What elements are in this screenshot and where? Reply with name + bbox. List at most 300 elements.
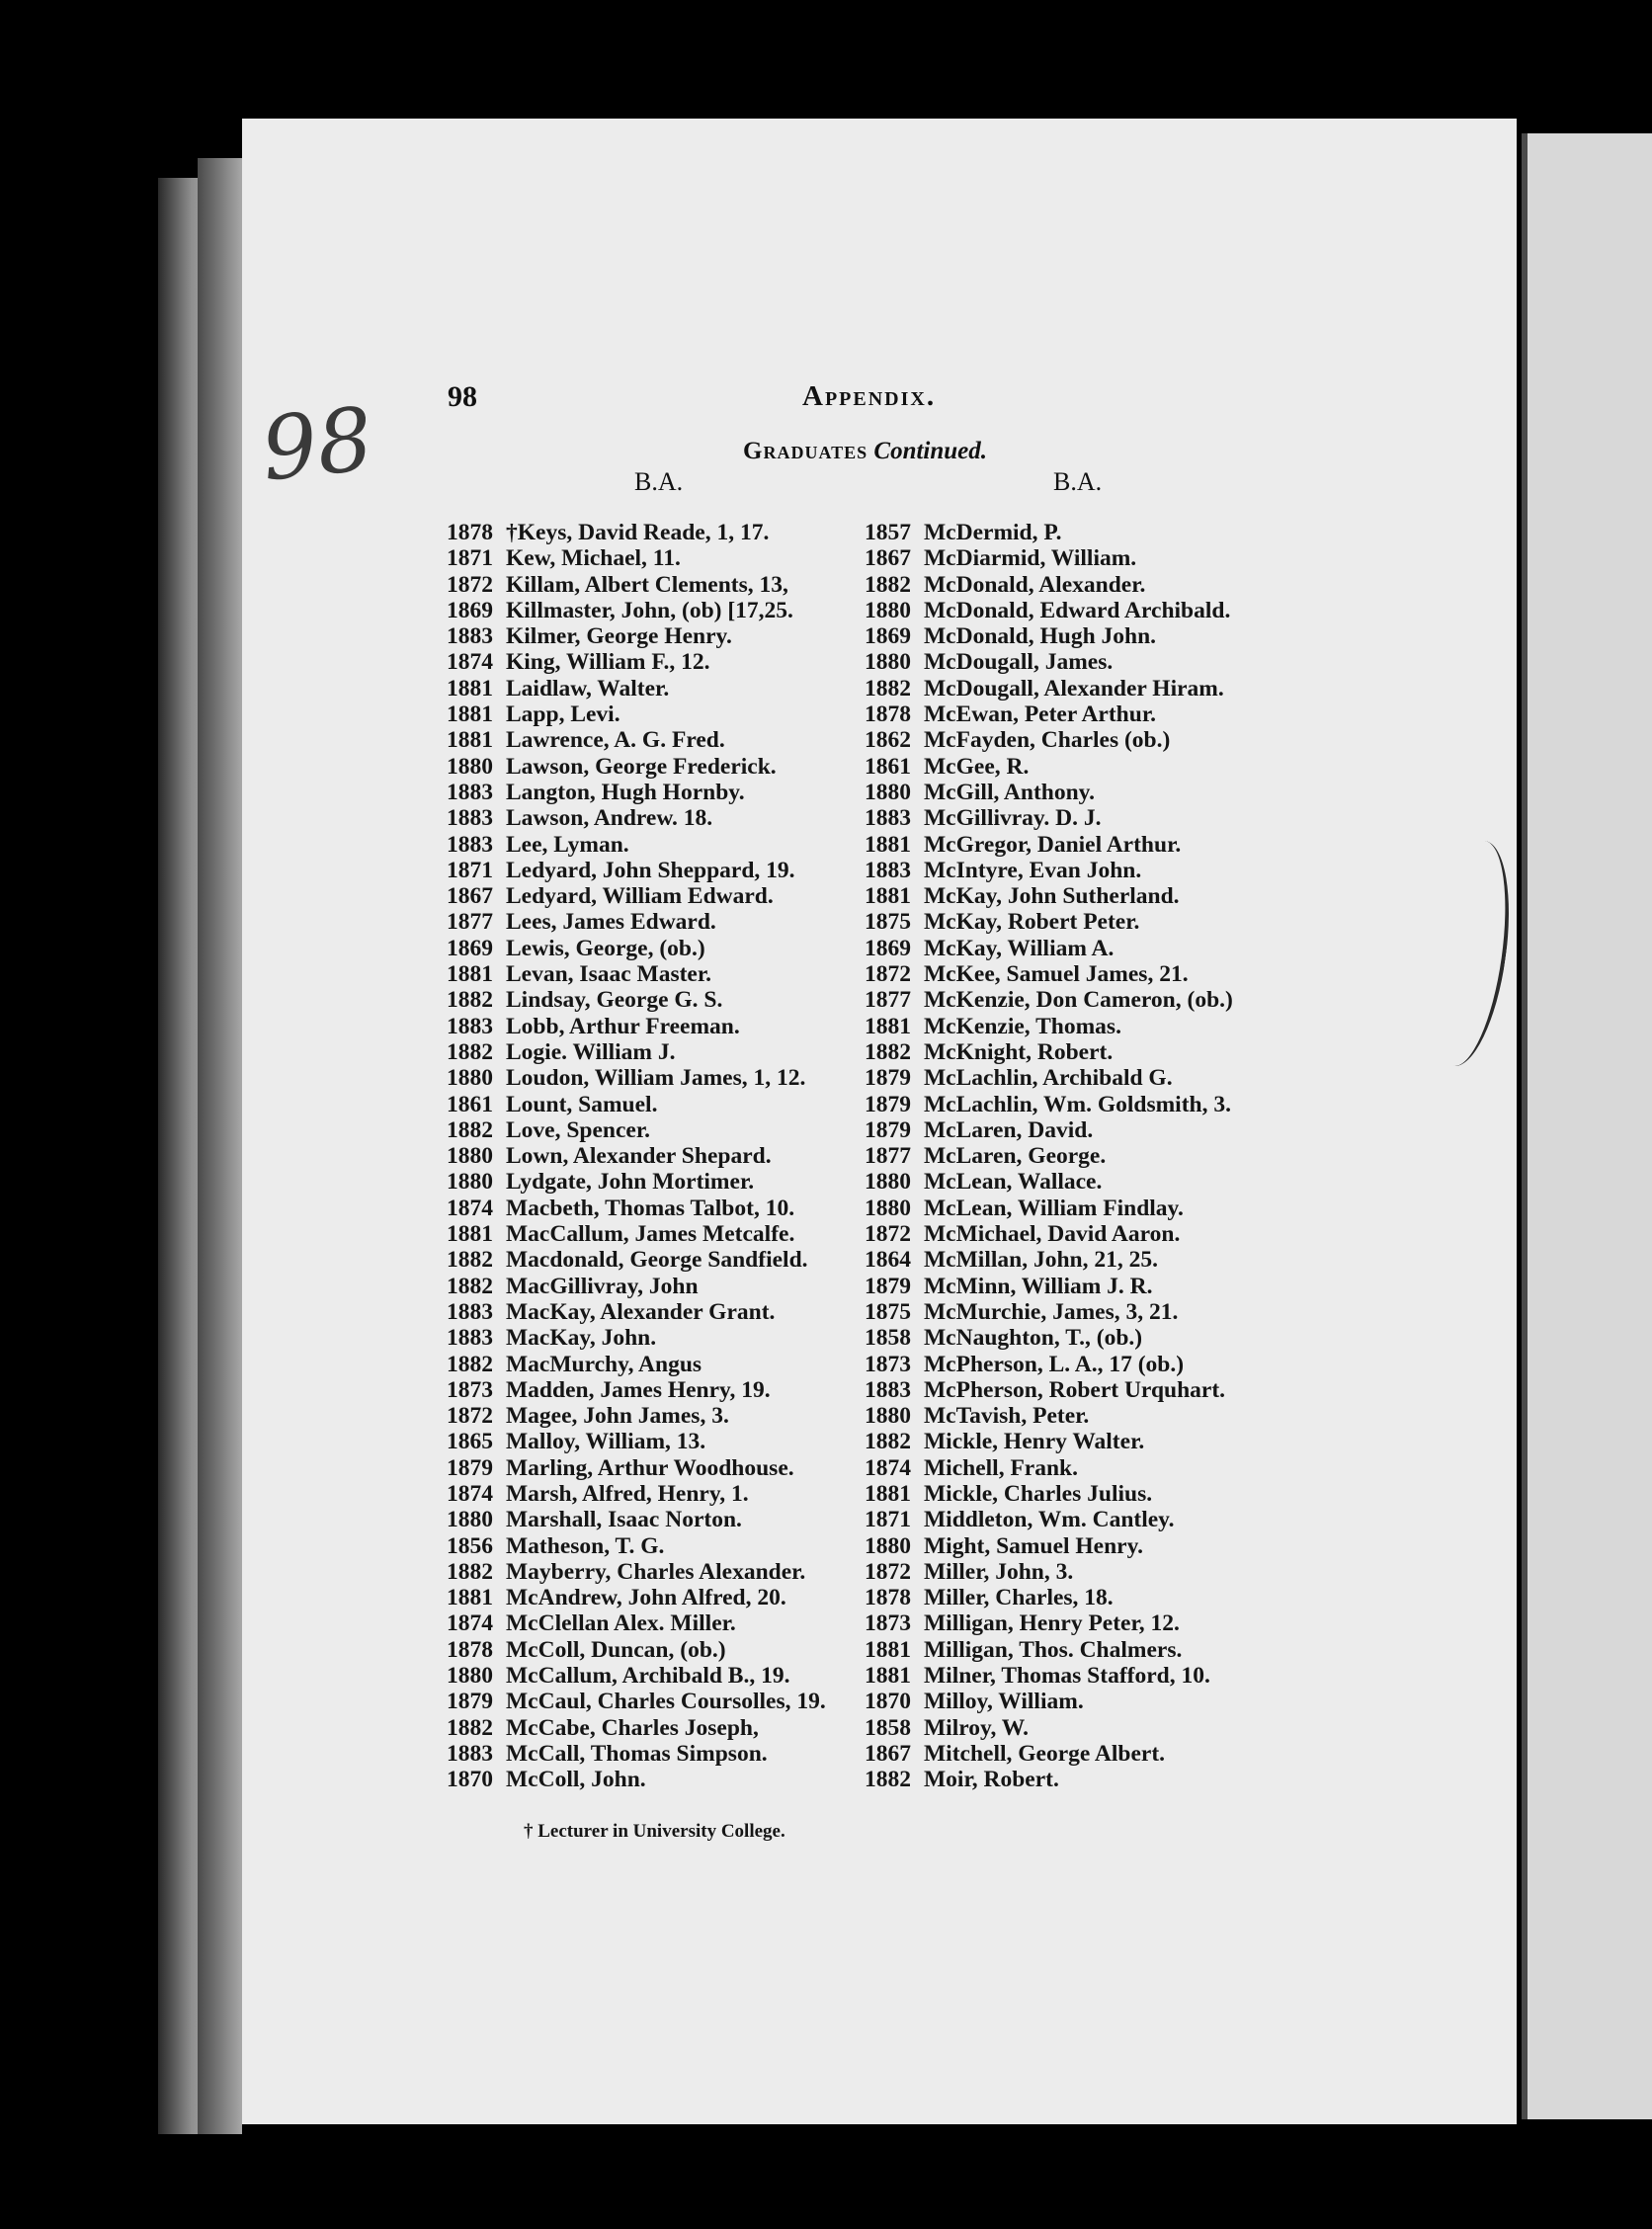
graduate-entry <box>447 1533 881 1559</box>
graduate-entry <box>447 1481 881 1507</box>
graduate-entry <box>447 1014 881 1039</box>
graduate-name: McMillan, John, 21, 25. <box>924 1247 1158 1274</box>
graduate-name: Marling, Arthur Woodhouse. <box>506 1454 794 1481</box>
graduate-entry <box>865 727 1319 753</box>
graduate-entry <box>865 1689 1319 1714</box>
graduate-entry <box>865 936 1319 961</box>
graduate-year: 1883 <box>865 1376 911 1403</box>
graduate-name: Michell, Frank. <box>924 1454 1078 1481</box>
page-number: 98 <box>448 380 477 413</box>
graduate-name: McMurchie, James, 3, 21. <box>924 1298 1179 1325</box>
graduate-entry <box>865 676 1319 702</box>
graduate-name: Lydgate, John Mortimer. <box>506 1169 755 1196</box>
graduate-name: Lawson, Andrew. 18. <box>506 805 713 832</box>
graduate-entry <box>447 1039 881 1065</box>
graduate-name: McLean, Wallace. <box>924 1169 1103 1196</box>
graduate-year: 1882 <box>447 1038 493 1065</box>
section-title-caps: Graduates <box>743 438 868 464</box>
graduate-entry <box>865 1039 1319 1065</box>
graduate-year: 1881 <box>865 1480 911 1507</box>
graduate-entry <box>865 754 1319 780</box>
graduate-entry <box>865 909 1319 935</box>
graduate-year: 1874 <box>447 1195 493 1221</box>
graduate-entry <box>447 1377 881 1403</box>
graduate-entry <box>865 623 1319 649</box>
graduate-name: McGill, Anthony. <box>924 779 1096 805</box>
graduate-year: 1861 <box>865 753 911 780</box>
graduate-year: 1879 <box>865 1091 911 1117</box>
graduate-year: 1862 <box>865 727 911 754</box>
graduate-name: Macbeth, Thomas Talbot, 10. <box>506 1195 795 1221</box>
graduate-name: Milligan, Thos. Chalmers. <box>924 1636 1183 1663</box>
graduate-name: Killmaster, John, (ob) [17,25. <box>506 597 793 623</box>
graduate-name: McCallum, Archibald B., 19. <box>506 1663 790 1690</box>
graduate-entry <box>447 572 881 598</box>
graduate-entry <box>447 1352 881 1377</box>
graduate-entry <box>865 1455 1319 1481</box>
left-column-heading: B.A. <box>634 467 684 496</box>
graduate-name: Lewis, George, (ob.) <box>506 935 705 961</box>
graduate-year: 1883 <box>447 805 493 832</box>
graduate-entry <box>447 1689 881 1714</box>
graduate-entry <box>447 1715 881 1741</box>
graduate-year: 1869 <box>447 935 493 961</box>
graduate-name: McFayden, Charles (ob.) <box>924 727 1171 754</box>
graduate-entry <box>865 1507 1319 1532</box>
graduate-name: Middleton, Wm. Cantley. <box>924 1507 1175 1533</box>
graduate-year: 1883 <box>447 623 493 650</box>
graduate-year: 1882 <box>447 1116 493 1143</box>
graduate-entry <box>447 961 881 987</box>
graduate-name: Lown, Alexander Shepard. <box>506 1143 772 1170</box>
graduate-entry <box>447 1117 881 1143</box>
graduate-year: 1878 <box>865 1585 911 1611</box>
graduate-name: Miller, Charles, 18. <box>924 1585 1114 1611</box>
graduate-entry <box>447 623 881 649</box>
graduate-year: 1881 <box>447 675 493 702</box>
graduate-entry <box>447 1325 881 1351</box>
graduate-year: 1865 <box>447 1429 493 1455</box>
graduate-year: 1880 <box>865 1403 911 1430</box>
graduate-name: McPherson, Robert Urquhart. <box>924 1376 1226 1403</box>
graduate-entry <box>865 1014 1319 1039</box>
graduate-entry <box>447 727 881 753</box>
graduate-entry <box>447 1455 881 1481</box>
graduate-entry <box>447 676 881 702</box>
graduate-name: Lindsay, George G. S. <box>506 987 723 1014</box>
graduate-name: McPherson, L. A., 17 (ob.) <box>924 1351 1185 1377</box>
graduate-name: McNaughton, T., (ob.) <box>924 1325 1143 1352</box>
graduate-year: 1881 <box>447 1221 493 1248</box>
graduate-year: 1870 <box>865 1689 911 1715</box>
graduate-year: 1872 <box>447 571 493 598</box>
graduate-year: 1879 <box>865 1065 911 1092</box>
graduate-name: McLaren, David. <box>924 1116 1094 1143</box>
graduate-year: 1880 <box>447 1065 493 1092</box>
graduate-entry <box>865 520 1319 545</box>
graduate-name: McColl, John. <box>506 1767 646 1793</box>
graduate-name: Mayberry, Charles Alexander. <box>506 1558 806 1585</box>
graduate-year: 1880 <box>865 1195 911 1221</box>
graduate-year: 1867 <box>865 545 911 572</box>
graduate-name: Ledyard, John Sheppard, 19. <box>506 857 795 883</box>
graduate-year: 1867 <box>447 883 493 910</box>
right-graduate-list <box>865 520 1319 1793</box>
graduate-year: 1883 <box>447 831 493 858</box>
graduate-year: 1877 <box>447 909 493 936</box>
graduate-name: Lawrence, A. G. Fred. <box>506 727 725 754</box>
graduate-year: 1880 <box>865 597 911 623</box>
graduate-entry <box>865 1533 1319 1559</box>
graduate-entry <box>865 1117 1319 1143</box>
graduate-name: Milroy, W. <box>924 1714 1029 1741</box>
graduate-year: 1856 <box>447 1532 493 1559</box>
graduate-year: 1881 <box>865 1663 911 1690</box>
graduate-year: 1874 <box>447 649 493 676</box>
graduate-entry <box>865 1065 1319 1091</box>
graduate-entry <box>447 1274 881 1299</box>
graduate-year: 1873 <box>865 1351 911 1377</box>
left-graduate-list <box>447 520 881 1793</box>
graduate-entry <box>447 987 881 1013</box>
graduate-year: 1858 <box>865 1325 911 1352</box>
graduate-entry <box>447 1507 881 1532</box>
graduate-name: MacCallum, James Metcalfe. <box>506 1221 795 1248</box>
graduate-year: 1880 <box>865 1532 911 1559</box>
graduate-entry <box>865 1585 1319 1610</box>
graduate-entry <box>865 805 1319 831</box>
graduate-name: Milloy, William. <box>924 1689 1084 1715</box>
graduate-entry <box>865 1663 1319 1689</box>
graduate-name: Moir, Robert. <box>924 1767 1059 1793</box>
graduate-year: 1880 <box>447 1663 493 1690</box>
graduate-entry <box>865 1559 1319 1585</box>
graduate-name: Kilmer, George Henry. <box>506 623 732 650</box>
graduate-entry <box>447 909 881 935</box>
graduate-name: McCall, Thomas Simpson. <box>506 1740 768 1767</box>
graduate-entry <box>865 1637 1319 1663</box>
graduate-name: McKee, Samuel James, 21. <box>924 961 1189 988</box>
graduate-entry <box>447 1221 881 1247</box>
graduate-name: Love, Spencer. <box>506 1116 651 1143</box>
graduate-year: 1879 <box>865 1273 911 1299</box>
graduate-entry <box>865 1403 1319 1429</box>
graduate-entry <box>447 1169 881 1195</box>
graduate-entry <box>447 1143 881 1169</box>
graduate-entry <box>865 572 1319 598</box>
graduate-name: McIntyre, Evan John. <box>924 857 1142 883</box>
graduate-entry <box>865 858 1319 883</box>
graduate-year: 1882 <box>447 1351 493 1377</box>
graduate-name: Lawson, George Frederick. <box>506 753 777 780</box>
graduate-name: Lees, James Edward. <box>506 909 716 936</box>
graduate-year: 1879 <box>447 1689 493 1715</box>
graduate-year: 1877 <box>865 1143 911 1170</box>
graduate-year: 1881 <box>865 831 911 858</box>
graduate-name: Levan, Isaac Master. <box>506 961 712 988</box>
graduate-year: 1857 <box>865 520 911 545</box>
graduate-name: Mickle, Henry Walter. <box>924 1429 1145 1455</box>
graduate-name: Lee, Lyman. <box>506 831 629 858</box>
graduate-year: 1883 <box>447 1325 493 1352</box>
graduate-name: McGillivray. D. J. <box>924 805 1102 832</box>
graduate-name: Kew, Michael, 11. <box>506 545 681 572</box>
graduate-entry <box>865 1299 1319 1325</box>
graduate-entry <box>865 1169 1319 1195</box>
graduate-name: Might, Samuel Henry. <box>924 1532 1143 1559</box>
graduate-entry <box>865 1741 1319 1767</box>
graduate-name: Laidlaw, Walter. <box>506 675 670 702</box>
graduate-name: Miller, John, 3. <box>924 1558 1074 1585</box>
graduate-year: 1880 <box>447 753 493 780</box>
graduate-entry <box>447 1429 881 1454</box>
graduate-entry <box>447 754 881 780</box>
graduate-name: McDonald, Alexander. <box>924 571 1146 598</box>
graduate-entry <box>447 598 881 623</box>
graduate-name: McMinn, William J. R. <box>924 1273 1153 1299</box>
graduate-year: 1873 <box>865 1610 911 1637</box>
graduate-entry <box>447 1585 881 1610</box>
graduate-name: McTavish, Peter. <box>924 1403 1090 1430</box>
graduate-year: 1883 <box>865 805 911 832</box>
graduate-name: Ledyard, William Edward. <box>506 883 774 910</box>
graduate-name: McClellan Alex. Miller. <box>506 1610 736 1637</box>
graduate-name: Milner, Thomas Stafford, 10. <box>924 1663 1210 1690</box>
graduate-year: 1880 <box>447 1507 493 1533</box>
graduate-entry <box>865 1610 1319 1636</box>
graduate-name: Mitchell, George Albert. <box>924 1740 1166 1767</box>
graduate-entry <box>447 936 881 961</box>
graduate-year: 1858 <box>865 1714 911 1741</box>
graduate-entry <box>447 520 881 545</box>
graduate-entry <box>865 1352 1319 1377</box>
graduate-name: Marsh, Alfred, Henry, 1. <box>506 1480 749 1507</box>
graduate-name: McGregor, Daniel Arthur. <box>924 831 1182 858</box>
graduate-name: MacKay, Alexander Grant. <box>506 1298 776 1325</box>
graduate-name: Magee, John James, 3. <box>506 1403 729 1430</box>
graduate-entry <box>447 1559 881 1585</box>
graduate-name: McKay, Robert Peter. <box>924 909 1140 936</box>
graduate-name: McDougall, James. <box>924 649 1114 676</box>
graduate-year: 1878 <box>447 1636 493 1663</box>
graduate-name: McLaren, George. <box>924 1143 1107 1170</box>
graduate-entry <box>865 832 1319 858</box>
graduate-year: 1881 <box>447 961 493 988</box>
graduate-entry <box>447 1637 881 1663</box>
graduate-entry <box>865 1092 1319 1117</box>
graduate-name: Marshall, Isaac Norton. <box>506 1507 742 1533</box>
graduate-name: McCabe, Charles Joseph, <box>506 1714 759 1741</box>
graduate-name: Milligan, Henry Peter, 12. <box>924 1610 1180 1637</box>
graduate-year: 1864 <box>865 1247 911 1274</box>
graduate-name: Killam, Albert Clements, 13, <box>506 571 788 598</box>
graduate-year: 1883 <box>447 1013 493 1039</box>
graduate-name: Malloy, William, 13. <box>506 1429 706 1455</box>
graduate-name: McLachlin, Archibald G. <box>924 1065 1173 1092</box>
graduate-entry <box>447 1196 881 1221</box>
graduate-name: McDonald, Edward Archibald. <box>924 597 1231 623</box>
running-head-text: Appendix. <box>802 380 937 412</box>
graduate-entry <box>447 649 881 675</box>
graduate-entry <box>447 1065 881 1091</box>
graduate-year: 1869 <box>447 597 493 623</box>
graduate-name: Logie. William J. <box>506 1038 676 1065</box>
graduate-year: 1877 <box>865 987 911 1014</box>
graduate-entry <box>447 832 881 858</box>
graduate-year: 1874 <box>865 1454 911 1481</box>
graduate-entry <box>865 702 1319 727</box>
graduate-name: McKenzie, Don Cameron, (ob.) <box>924 987 1233 1014</box>
graduate-year: 1882 <box>865 571 911 598</box>
graduate-name: McDougall, Alexander Hiram. <box>924 675 1224 702</box>
section-title <box>743 438 987 465</box>
graduate-year: 1861 <box>447 1091 493 1117</box>
book-gutter <box>198 158 242 2134</box>
graduate-year: 1879 <box>865 1116 911 1143</box>
graduate-entry <box>447 1663 881 1689</box>
graduate-year: 1872 <box>865 961 911 988</box>
graduate-entry <box>447 1610 881 1636</box>
graduate-entry <box>447 545 881 571</box>
graduate-name: McKnight, Robert. <box>924 1038 1114 1065</box>
graduate-entry <box>865 987 1319 1013</box>
graduate-entry <box>447 702 881 727</box>
graduate-year: 1881 <box>447 702 493 728</box>
graduate-entry <box>447 1247 881 1273</box>
graduate-year: 1881 <box>865 883 911 910</box>
graduate-year: 1880 <box>447 1143 493 1170</box>
graduate-entry <box>447 805 881 831</box>
graduate-year: 1882 <box>865 675 911 702</box>
graduate-year: 1883 <box>447 1298 493 1325</box>
graduate-entry <box>865 1221 1319 1247</box>
graduate-year: 1882 <box>447 1273 493 1299</box>
graduate-entry <box>865 1196 1319 1221</box>
graduate-year: 1881 <box>447 727 493 754</box>
graduate-year: 1875 <box>865 909 911 936</box>
graduate-year: 1870 <box>447 1767 493 1793</box>
right-column-heading: B.A. <box>1053 467 1103 496</box>
graduate-name: MacMurchy, Angus <box>506 1351 702 1377</box>
graduate-entry <box>447 1741 881 1767</box>
graduate-name: Lapp, Levi. <box>506 702 620 728</box>
graduate-year: 1881 <box>865 1636 911 1663</box>
graduate-year: 1875 <box>865 1298 911 1325</box>
graduate-year: 1874 <box>447 1610 493 1637</box>
graduate-year: 1882 <box>865 1038 911 1065</box>
graduate-name: McKenzie, Thomas. <box>924 1013 1121 1039</box>
graduate-year: 1871 <box>447 545 493 572</box>
graduate-entry <box>865 1767 1319 1792</box>
graduate-entry <box>865 1715 1319 1741</box>
graduate-name: McLachlin, Wm. Goldsmith, 3. <box>924 1091 1231 1117</box>
graduate-name: Matheson, T. G. <box>506 1532 665 1559</box>
graduate-entry <box>865 1377 1319 1403</box>
graduate-name: Lobb, Arthur Freeman. <box>506 1013 740 1039</box>
graduate-entry <box>865 1247 1319 1273</box>
graduate-year: 1878 <box>447 520 493 545</box>
graduate-name: Lount, Samuel. <box>506 1091 658 1117</box>
graduate-entry <box>865 780 1319 805</box>
graduate-year: 1867 <box>865 1740 911 1767</box>
footnote: † Lecturer in University College. <box>524 1821 785 1842</box>
graduate-entry <box>447 1767 881 1792</box>
graduate-name: Loudon, William James, 1, 12. <box>506 1065 806 1092</box>
graduate-year: 1882 <box>447 987 493 1014</box>
graduate-name: McColl, Duncan, (ob.) <box>506 1636 726 1663</box>
graduate-year: 1869 <box>865 935 911 961</box>
graduate-name: King, William F., 12. <box>506 649 710 676</box>
graduate-name: McCaul, Charles Coursolles, 19. <box>506 1689 826 1715</box>
graduate-entry <box>447 780 881 805</box>
graduate-year: 1882 <box>865 1429 911 1455</box>
graduate-entry <box>447 883 881 909</box>
graduate-entry <box>865 1429 1319 1454</box>
graduate-year: 1880 <box>447 1169 493 1196</box>
graduate-year: 1878 <box>865 702 911 728</box>
graduate-name: McAndrew, John Alfred, 20. <box>506 1585 786 1611</box>
graduate-year: 1872 <box>447 1403 493 1430</box>
graduate-name: Langton, Hugh Hornby. <box>506 779 745 805</box>
facing-page-edge <box>1522 133 1652 2119</box>
graduate-entry <box>865 1143 1319 1169</box>
graduate-year: 1881 <box>447 1585 493 1611</box>
graduate-year: 1872 <box>865 1221 911 1248</box>
graduate-entry <box>447 1299 881 1325</box>
graduate-year: 1874 <box>447 1480 493 1507</box>
graduate-name: MacGillivray, John <box>506 1273 699 1299</box>
graduate-name: McMichael, David Aaron. <box>924 1221 1181 1248</box>
graduate-name: MacKay, John. <box>506 1325 657 1352</box>
graduate-entry <box>865 1481 1319 1507</box>
graduate-entry <box>865 883 1319 909</box>
graduate-year: 1871 <box>447 857 493 883</box>
graduate-name: McGee, R. <box>924 753 1030 780</box>
graduate-name: Macdonald, George Sandfield. <box>506 1247 808 1274</box>
graduate-name: †Keys, David Reade, 1, 17. <box>506 520 770 545</box>
graduate-year: 1880 <box>865 1169 911 1196</box>
graduate-name: McDiarmid, William. <box>924 545 1137 572</box>
graduate-name: McDermid, P. <box>924 520 1062 545</box>
graduate-year: 1882 <box>447 1247 493 1274</box>
graduate-entry <box>865 649 1319 675</box>
graduate-name: McKay, John Sutherland. <box>924 883 1180 910</box>
graduate-entry <box>447 1403 881 1429</box>
graduate-name: McLean, William Findlay. <box>924 1195 1184 1221</box>
graduate-year: 1873 <box>447 1376 493 1403</box>
graduate-year: 1871 <box>865 1507 911 1533</box>
graduate-name: Mickle, Charles Julius. <box>924 1480 1153 1507</box>
graduate-year: 1869 <box>865 623 911 650</box>
graduate-entry <box>865 1325 1319 1351</box>
graduate-year: 1882 <box>447 1714 493 1741</box>
graduate-name: McEwan, Peter Arthur. <box>924 702 1156 728</box>
graduate-entry <box>447 1092 881 1117</box>
graduate-name: McKay, William A. <box>924 935 1115 961</box>
graduate-entry <box>865 598 1319 623</box>
graduate-entry <box>865 545 1319 571</box>
graduate-year: 1882 <box>865 1767 911 1793</box>
graduate-entry <box>865 1274 1319 1299</box>
handwritten-page-number: 98 <box>256 387 378 501</box>
graduate-year: 1872 <box>865 1558 911 1585</box>
graduate-year: 1879 <box>447 1454 493 1481</box>
graduate-year: 1883 <box>447 1740 493 1767</box>
graduate-year: 1880 <box>865 649 911 676</box>
graduate-entry <box>865 961 1319 987</box>
graduate-year: 1880 <box>865 779 911 805</box>
running-head <box>802 380 936 413</box>
